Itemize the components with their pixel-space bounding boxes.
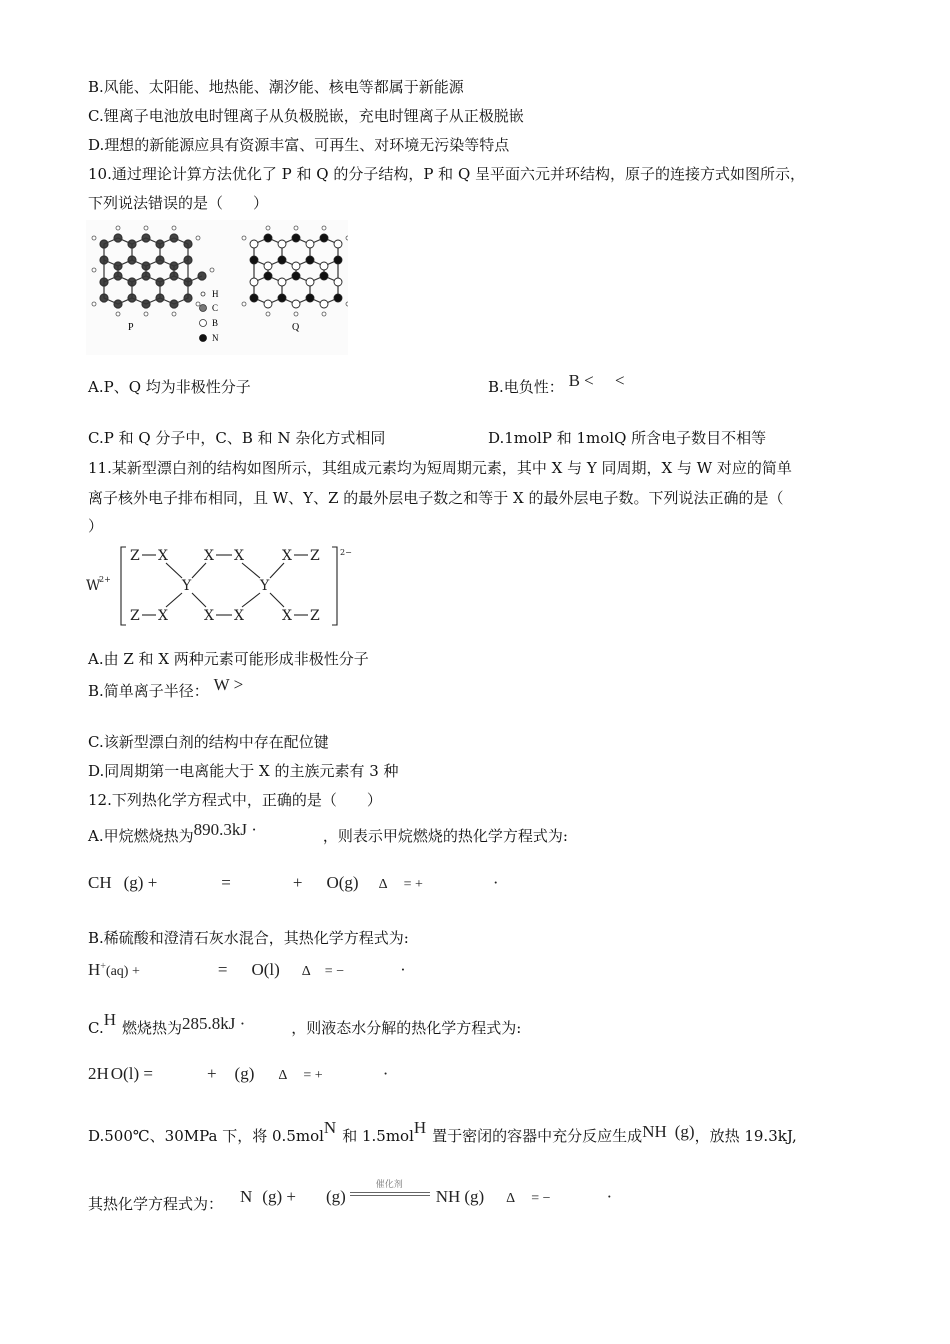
q12-d-post: ，放热 19.3kJ, <box>694 1127 797 1145</box>
atom-z4: Z <box>310 608 320 624</box>
eq-ch: CH <box>88 873 112 892</box>
molecule-figure <box>86 220 348 355</box>
atom-z3: Z <box>130 608 140 624</box>
atom-z2: Z <box>310 548 320 564</box>
q12-a-post: ，则表示甲烷燃烧的热化学方程式为: <box>322 827 568 845</box>
q12-d-g: (g) <box>674 1122 695 1141</box>
q11-stem-line2: 离子核外电子排布相同，且 W、Y、Z 的最外层电子数之和等于 X 的最外层电子数。下列说法正确的是（ <box>88 489 784 507</box>
eq-c-ol: O(l) = <box>110 1064 153 1083</box>
atom-x6: X <box>204 608 214 624</box>
q12-c-equation <box>88 1064 388 1086</box>
q9-option-d: D.理想的新能源应具有资源丰富、可再生、对环境无污染等特点 <box>88 136 510 154</box>
eq-b-dot: · <box>400 960 406 979</box>
atom-x4: X <box>282 548 292 564</box>
eq-plus: + <box>292 873 303 892</box>
q12-c-h: H <box>103 1010 116 1029</box>
q11-stem-line1: 11.某新型漂白剂的结构如图所示，其组成元素均为短周期元素，其中 X 与 Y 同周期，X 与 W 对应的简单 <box>88 459 792 477</box>
atom-z1: Z <box>130 548 140 564</box>
q10-option-a: A.P、Q 均为非极性分子 <box>88 378 251 396</box>
eq-sign: = + <box>403 877 423 892</box>
q12-c-pre: C. <box>88 1019 104 1037</box>
atom-x3: X <box>234 548 244 564</box>
eq-equals: = <box>221 873 231 892</box>
q12-d-mid1: 和 1.5mol <box>342 1127 414 1145</box>
q12-c-value: 285.8kJ · <box>182 1014 246 1033</box>
legend-h: H <box>212 289 219 299</box>
eq-c-2h: 2H <box>88 1064 109 1083</box>
bleach-structure-figure <box>86 545 354 627</box>
q12-a-pre: A.甲烷燃烧热为 <box>88 827 194 845</box>
legend-c: C <box>212 303 219 313</box>
q12-d-h: H <box>413 1118 427 1137</box>
q9-option-b: B.风能、太阳能、地热能、潮汐能、核电等都属于新能源 <box>88 78 464 96</box>
atom-y2: Y <box>260 578 270 594</box>
cation-charge: 2+ <box>99 575 111 584</box>
eq-o: O(g) <box>326 873 359 892</box>
q11-option-a: A.由 Z 和 X 两种元素可能形成非极性分子 <box>88 650 369 668</box>
atom-x8: X <box>282 608 292 624</box>
q10-option-b-math: B < < <box>568 371 625 390</box>
q11-option-c: C.该新型漂白剂的结构中存在配位键 <box>88 733 329 751</box>
eq-d-sign: = − <box>531 1191 551 1206</box>
eq-b-o: O(l) <box>251 960 280 979</box>
q12-c-post: ，则液态水分解的热化学方程式为: <box>291 1019 522 1037</box>
eq-h: H <box>88 960 101 979</box>
eq-c-dot: · <box>382 1064 389 1083</box>
catalyst-label: 催化剂 <box>375 1179 403 1189</box>
q12-a-value: 890.3kJ · <box>193 820 257 839</box>
eq-c-g: (g) <box>234 1064 255 1083</box>
q12-d-nh: NH <box>642 1122 667 1141</box>
eq-d-g2: (g) <box>325 1187 346 1206</box>
eq-d-nh: NH <box>435 1187 461 1206</box>
eq-d-n: N <box>240 1187 253 1206</box>
atom-x1: X <box>158 548 168 564</box>
label-q: Q <box>292 322 300 333</box>
eq-aq: (aq) + <box>105 964 140 979</box>
label-p: P <box>128 322 134 333</box>
q12-a-equation <box>88 873 499 895</box>
anion-charge: 2− <box>340 548 352 557</box>
eq-delta: Δ <box>378 877 388 892</box>
q11-option-d: D.同周期第一电离能大于 X 的主族元素有 3 种 <box>88 762 399 780</box>
eq-g1: (g) + <box>123 873 158 892</box>
q11-option-b <box>88 675 244 701</box>
legend-n: N <box>212 333 219 343</box>
q12-option-b: B.稀硫酸和澄清石灰水混合，其热化学方程式为: <box>88 929 409 947</box>
atom-y1: Y <box>182 578 192 594</box>
q10-option-c: C.P 和 Q 分子中，C、B 和 N 杂化方式相同 <box>88 429 386 447</box>
eq-d-g3: (g) <box>464 1187 485 1206</box>
eq-b-equals: = <box>217 960 228 979</box>
eq-c-delta: Δ <box>278 1068 288 1083</box>
q10-option-b <box>488 371 625 397</box>
q10-stem-line1: 10.通过理论计算方法优化了 P 和 Q 的分子结构，P 和 Q 呈平面六元并环结构，原子的连接方式如图所示， <box>88 165 806 183</box>
q12-d-mid2: 置于密闭的容器中充分反应生成 <box>432 1127 643 1145</box>
eq-d-g1: (g) + <box>262 1187 296 1206</box>
q10-option-d: D.1molP 和 1molQ 所含电子数目不相等 <box>488 429 767 447</box>
eq-c-sign: = + <box>303 1068 323 1083</box>
q9-option-c: C.锂离子电池放电时锂离子从负极脱嵌，充电时锂离子从正极脱嵌 <box>88 107 524 125</box>
q12-option-d <box>88 1118 797 1146</box>
q12-option-c <box>88 1010 522 1038</box>
atom-x2: X <box>204 548 214 564</box>
q12-option-a <box>88 820 568 846</box>
q12-c-mid: 燃烧热为 <box>122 1019 183 1037</box>
q10-option-b-text: B.电负性： <box>488 378 564 396</box>
q12-stem: 12.下列热化学方程式中，正确的是（ ） <box>88 791 382 809</box>
eq-h-charge: + <box>100 961 106 972</box>
cation-w: W <box>86 578 101 594</box>
q12-d-equation <box>240 1179 613 1209</box>
q12-d-n: N <box>323 1118 337 1137</box>
eq-dot: · <box>492 873 499 892</box>
q10-stem-line2: 下列说法错误的是（ ） <box>88 194 269 212</box>
q11-option-b-math: W > <box>213 675 244 694</box>
q11-stem-line3: ） <box>88 517 104 535</box>
atom-x5: X <box>158 608 168 624</box>
eq-d-dot: · <box>606 1187 613 1206</box>
legend-b: B <box>212 318 219 328</box>
eq-b-delta: Δ <box>301 964 311 979</box>
eq-c-plus: + <box>206 1064 217 1083</box>
q11-option-b-text: B.简单离子半径： <box>88 682 209 700</box>
atom-x7: X <box>234 608 244 624</box>
catalyst-arrow <box>346 1179 436 1202</box>
q12-d-tail: 其热化学方程式为： <box>88 1195 224 1213</box>
eq-b-sign: = − <box>324 964 345 979</box>
eq-d-delta: Δ <box>506 1191 516 1206</box>
q12-b-equation <box>88 957 406 982</box>
q12-d-pre: D.500℃、30MPa 下，将 0.5mol <box>88 1127 324 1145</box>
